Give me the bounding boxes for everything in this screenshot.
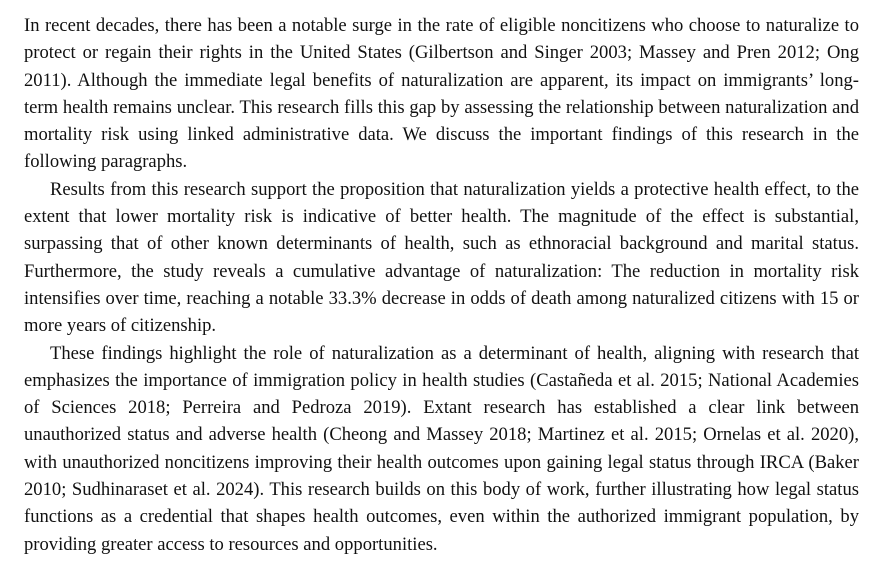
- paragraph-results: Results from this research support the proposition that naturalization yields a protective health effect, to the extent that lower mortality risk is indicative of better health. The magnitude of the effect is substantial, surpassing that of other known determinants of health, such as ethnoracial background and marital status. Furthermore, the study reveals a cumulative advantage of naturalization: The reduction in mortality risk intensifies over time, reaching a notable 33.3% decrease in odds of death among naturalized citizens with 15 or more years of citizenship.: [24, 178, 859, 337]
- paragraph-implications: These findings highlight the role of naturalization as a determinant of health, aligning with research that emphasizes the importance of immigration policy in health studies (Castañeda et al. 2015; National Academies of Sciences 2018; Perreira and Pedroza 2019). Extant research has established a clear link between unauthorized status and adverse health (Cheong and Massey 2018; Martinez et al. 2015; Ornelas et al. 2020), with unauthorized noncitizens improving their health outcomes upon gaining legal status through IRCA (Baker 2010; Sudhinaraset et al. 2024). This research builds on this body of work, further illustrating how legal status functions as a credential that shapes health outcomes, even within the authorized immigrant population, by providing greater access to resources and opportunities.: [24, 342, 859, 555]
- paragraph-introduction: In recent decades, there has been a notable surge in the rate of eligible noncitizens who choose to naturalize to protect or regain their rights in the United States (Gilbertson and Singer 2003; Massey and Pren 2012; Ong 2011). Although the immediate legal benefits of naturalization are apparent, its impact on immigrants’ long-term health remains unclear. This research fills this gap by assessing the relationship between naturalization and mortality risk using linked administrative data. We discuss the important findings of this research in the following paragraphs.: [24, 15, 859, 173]
- document-body: [24, 12, 859, 558]
